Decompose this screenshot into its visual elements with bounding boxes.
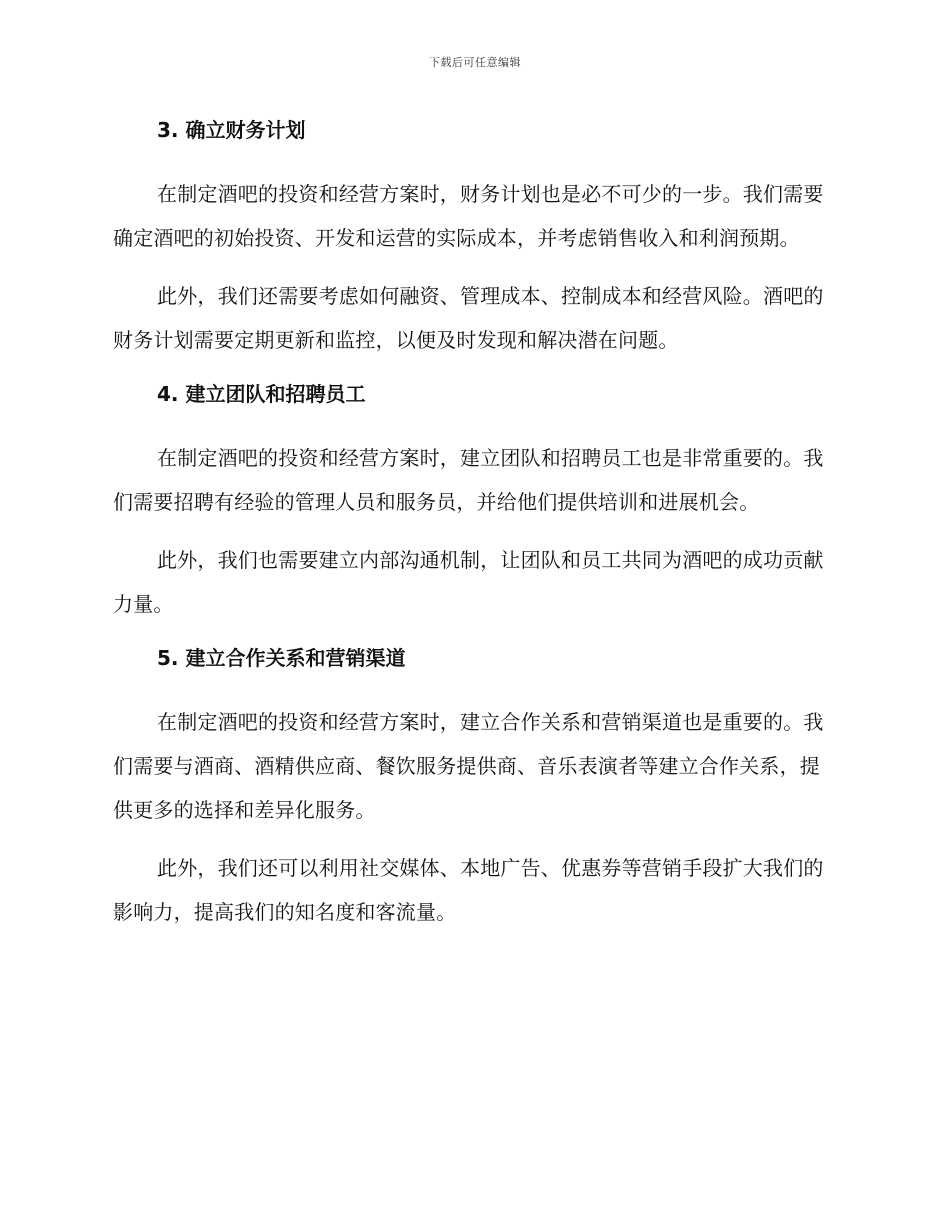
- paragraph: 在制定酒吧的投资和经营方案时，建立团队和招聘员工也是非常重要的。我们需要招聘有经验的管理人员和服务员，并给他们提供培训和进展机会。: [113, 446, 824, 514]
- paragraph: 此外，我们还可以利用社交媒体、本地广告、优惠券等营销手段扩大我们的影响力，提高我们的知名度和客流量。: [113, 856, 824, 924]
- section-financial-plan: [113, 112, 831, 376]
- section-heading: 4. 建立团队和招聘员工: [157, 382, 366, 406]
- page-header: 下载后可任意编辑: [429, 56, 521, 69]
- section-heading: 3. 确立财务计划: [157, 118, 306, 142]
- paragraph: 此外，我们也需要建立内部沟通机制，让团队和员工共同为酒吧的成功贡献力量。: [113, 548, 824, 616]
- section-partnership-marketing: [113, 640, 831, 934]
- paragraph: 此外，我们还需要考虑如何融资、管理成本、控制成本和经营风险。酒吧的财务计划需要定期更新和监控，以便及时发现和解决潜在问题。: [113, 284, 824, 352]
- section-team-recruitment: [113, 376, 831, 640]
- paragraph: 在制定酒吧的投资和经营方案时，财务计划也是必不可少的一步。我们需要确定酒吧的初始投资、开发和运营的实际成本，并考虑销售收入和利润预期。: [113, 182, 824, 250]
- paragraph: 在制定酒吧的投资和经营方案时，建立合作关系和营销渠道也是重要的。我们需要与酒商、酒精供应商、餐饮服务提供商、音乐表演者等建立合作关系，提供更多的选择和差异化服务。: [113, 710, 824, 822]
- section-heading: 5. 建立合作关系和营销渠道: [157, 646, 406, 670]
- document-body: [113, 112, 831, 934]
